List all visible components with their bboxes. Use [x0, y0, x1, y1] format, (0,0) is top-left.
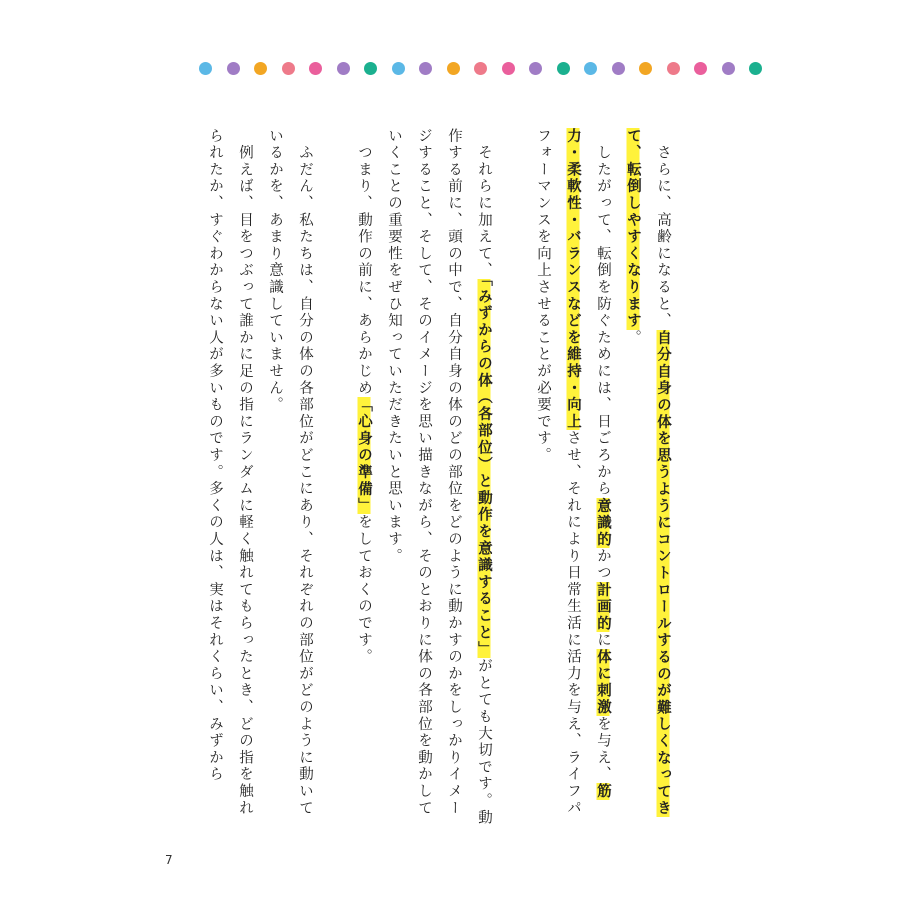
decorative-dot: [557, 62, 570, 75]
decorative-dot: [282, 62, 295, 75]
highlighted-phrase: 体に刺激: [595, 648, 611, 717]
paragraph-5: [260, 128, 320, 828]
segment: したがって、転倒を防ぐためには、日ごろから: [595, 128, 611, 498]
paragraph-1: [618, 128, 678, 828]
paragraph-6: [200, 128, 260, 828]
highlighted-phrase: 「心身の準備」: [356, 396, 372, 515]
segment: 。: [625, 329, 641, 347]
segment: させ、それにより日常生活に活力を与え、ライフパフォーマンスを向上させることが必要です。: [535, 128, 581, 817]
highlighted-phrase: 「みずからの体（各部位）と動作を意識すること」: [476, 279, 492, 659]
segment: がとても大切です。動作する前に、頭の中で、自分自身の体のどの部位をどのように動かすのかをしっかりイメージすること、そして、そのイメージを思い描きながら、そのとおりに体の各部位を動かしていくことの重要性をぜひ知っていただきたいと思います。: [386, 128, 492, 827]
highlighted-phrase: 自分自身の体を思うようにコントロールするのが難しくなってきて、転倒しやすくなります: [625, 128, 671, 817]
paragraph-2: [528, 128, 618, 828]
decorative-dot: [584, 62, 597, 75]
decorative-dot: [392, 62, 405, 75]
segment: かつ: [595, 548, 611, 582]
decorative-dot: [694, 62, 707, 75]
decorative-dot: [639, 62, 652, 75]
decorative-dot: [529, 62, 542, 75]
decorative-dot: [364, 62, 377, 75]
segment: それらに加えて、: [476, 128, 492, 280]
decorative-dot: [419, 62, 432, 75]
decorative-dot-row: [199, 62, 761, 76]
highlighted-phrase: 計画的: [595, 581, 611, 633]
segment: ふだん、私たちは、自分の体の各部位がどこにあり、それぞれの部位がどのように動いているかを、あまり意識していません。: [267, 128, 313, 817]
segment: に: [595, 632, 611, 649]
segment: をしておくのです。: [356, 514, 372, 666]
highlighted-phrase: 意識的: [595, 497, 611, 549]
decorative-dot: [447, 62, 460, 75]
paragraph-3: [379, 128, 499, 828]
decorative-dot: [722, 62, 735, 75]
segment: 例えば、目をつぶって誰かに足の指にランダムに軽く触れてもらったとき、どの指を触れられたか、すぐわからない人が多いものです。多くの人は、実はそれくらい、みずから: [207, 128, 253, 817]
segment: つまり、動作の前に、あらかじめ: [356, 128, 372, 397]
decorative-dot: [667, 62, 680, 75]
decorative-dot: [254, 62, 267, 75]
decorative-dot: [749, 62, 762, 75]
highlighted-phrase: 筋力・柔軟性・バランスなどを維持・向上: [565, 128, 611, 801]
segment: を与え、: [595, 716, 611, 784]
decorative-dot: [337, 62, 350, 75]
decorative-dot: [502, 62, 515, 75]
decorative-dot: [199, 62, 212, 75]
vertical-body-text: [207, 128, 678, 828]
segment: さらに、高齢になると、: [655, 128, 671, 330]
decorative-dot: [474, 62, 487, 75]
paragraph-4: [349, 128, 379, 828]
page-number: 7: [165, 853, 173, 867]
decorative-dot: [612, 62, 625, 75]
decorative-dot: [309, 62, 322, 75]
decorative-dot: [227, 62, 240, 75]
